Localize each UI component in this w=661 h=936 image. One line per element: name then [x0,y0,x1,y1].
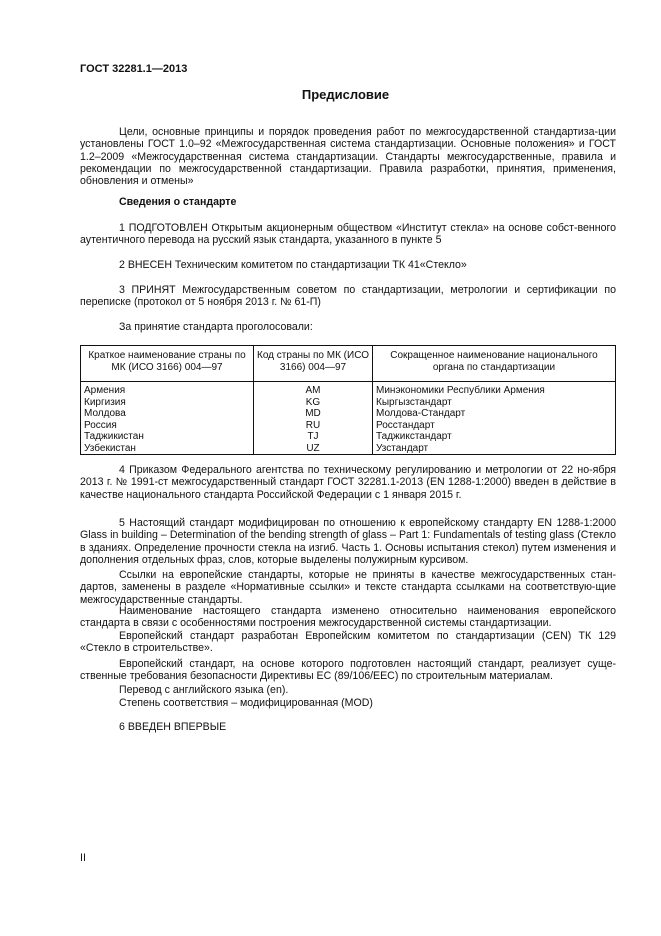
standards-body: Росстандарт [373,420,616,432]
paragraph-5-directive: Европейский стандарт, на основе которого подготовлен настоящий стандарт, реализует суще-ственные требования безопасности Директивы ЕС (89/106/EEC) по строительным материалам. [80,658,616,683]
table-header-body: Сокращенное наименование национального органа по стандартизации [373,346,616,382]
standards-body: Узстандарт [373,443,616,455]
country-name: Киргизия [84,396,126,408]
standards-body: Кыргызстандарт [373,397,616,409]
paragraph-5-translation: Перевод с английского языка (en). [119,684,289,696]
table-row [81,431,616,443]
country-name: Таджикистан [84,431,144,443]
countries-table [80,345,616,455]
country-name: Молдова [84,408,126,420]
page-number: II [80,852,86,864]
paragraph-4: 4 Приказом Федерального агентства по техническому регулированию и метрологии от 22 но-ября 2013 г. № 1991-ст межгосударственный стандарт ГОСТ 32281.1-2013 (EN 1288-1:2000) введен в действие в качестве национального стандарта Российской Федерации с 1 января 2015 г. [80,464,616,501]
paragraph-6: 6 ВВЕДЕН ВПЕРВЫЕ [119,721,227,733]
country-code: UZ [254,443,373,455]
table-header-code: Код страны по МК (ИСО 3166) 004—97 [254,346,373,382]
country-name: Узбекистан [84,442,136,454]
country-name: Россия [84,419,117,431]
intro-paragraph: Цели, основные принципы и порядок проведения работ по межгосударственной стандартиза-ции установлены ГОСТ 1.0–92 «Межгосударственная система стандартизации. Основные положения» и ГОСТ 1.2–2009 «Межгосударственная система стандартизации. Стандарты межгосударственные, правила и рекомендации по межгосударственной стандартизации. Правила разработки, принятия, применения, обновления и отмены» [80,126,616,188]
country-code: AM [254,382,373,397]
table-header-country: Краткое наименование страны по МК (ИСО 3166) 004—97 [81,346,254,382]
paragraph-3: 3 ПРИНЯТ Межгосударственным советом по стандартизации, метрологии и сертификации по переписке (протокол от 5 ноября 2013 г. № 61-П) [80,284,616,309]
table-row [81,420,616,432]
table-row [81,382,616,397]
standards-body: Молдова-Стандарт [373,408,616,420]
table-row [81,443,616,455]
country-code: RU [254,420,373,432]
paragraph-5-degree: Степень соответствия – модифицированная (MOD) [119,697,373,709]
paragraph-1: 1 ПОДГОТОВЛЕН Открытым акционерным обществом «Институт стекла» на основе собст-венного аутентичного перевода на русский язык стандарта, указанного в пункте 5 [80,222,616,247]
country-code: MD [254,408,373,420]
document-code: ГОСТ 32281.1—2013 [80,63,188,75]
standards-body: Минэкономики Республики Армения [373,382,616,397]
table-header-row [81,346,616,382]
paragraph-2: 2 ВНЕСЕН Техническим комитетом по стандартизации ТК 41«Стекло» [119,259,467,271]
paragraph-5: 5 Настоящий стандарт модифицирован по отношению к европейскому стандарту EN 1288-1:2000 Glass in building – Determination of the bending strength of glass – Part 1: Fundamentals of testing glass (Стекло в зданиях. Определение прочности стекла на изгиб. Часть 1. Основы испытания стекол) путем изменения и дополнения отдельных фраз, слов, которые выделены полужирным курсивом. [80,517,616,566]
paragraph-5-references: Ссылки на европейские стандарты, которые не приняты в качестве межгосударственных стан-дартов, заменены в разделе «Нормативные ссылки» и тексте стандарта ссылками на соответствую-щие межгосударственные стандарты. [80,569,616,606]
section-title: Сведения о стандарте [119,196,237,208]
country-code: TJ [254,431,373,443]
standards-body: Таджикстандарт [373,431,616,443]
page-title: Предисловие [301,87,390,102]
country-name: Армения [84,385,126,397]
country-code: KG [254,397,373,409]
table-row [81,408,616,420]
voted-caption: За принятие стандарта проголосовали: [119,321,313,333]
paragraph-5-title-change: Наименование настоящего стандарта изменено относительно наименования европейского стандарта в связи с особенностями построения межгосударственной системы стандартизации. [80,605,616,630]
table-row [81,397,616,409]
paragraph-5-cen: Европейский стандарт разработан Европейским комитетом по стандартизации (CEN) ТК 129 «Стекло в строительстве». [80,630,616,655]
